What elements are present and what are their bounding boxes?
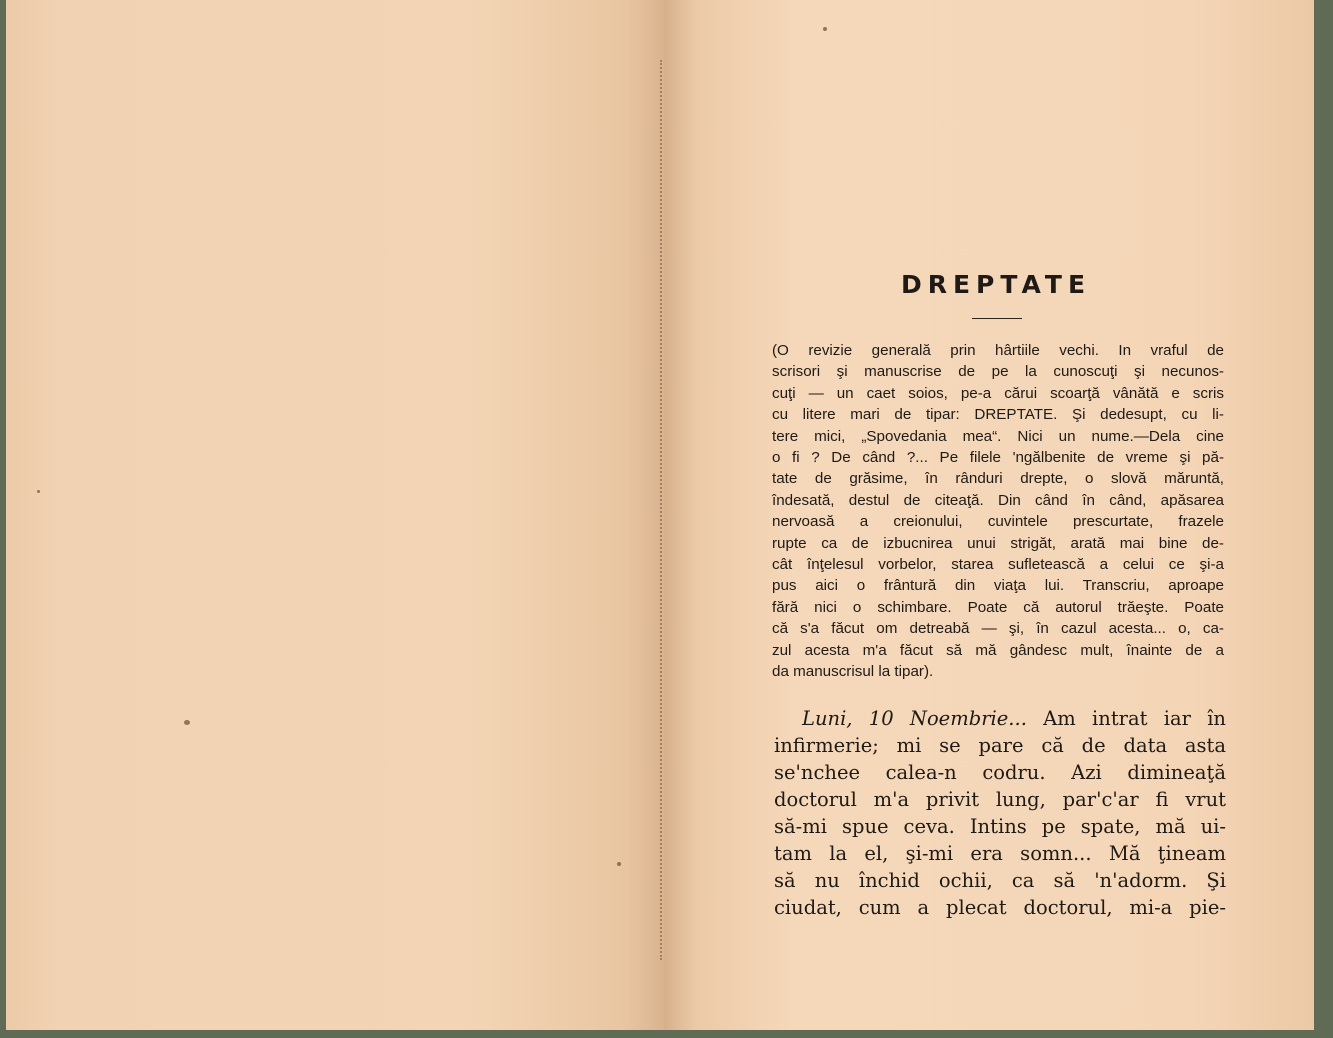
body-line: tam la el, şi-mi era somn... Mă ţineam [774, 842, 1226, 865]
body-first-line [774, 705, 1226, 732]
paper-speck [823, 27, 827, 31]
binding-thread [660, 60, 666, 960]
intro-line: o fi ? De când ?... Pe filele 'ngălbenite de vreme şi pă- [772, 449, 1224, 467]
intro-line: tate de grăsime, în rânduri drepte, o slovă măruntă, [772, 470, 1224, 488]
body-line: se'nchee calea-n codru. Azi dimineaţă [774, 761, 1226, 784]
body-line: ciudat, cum a plecat doctorul, mi-a pie- [774, 896, 1226, 919]
body-line: să nu închid ochii, ca să 'n'adorm. Şi [774, 869, 1226, 892]
intro-line: nervoasă a creionului, cuvintele prescurtate, frazele [772, 513, 1224, 531]
intro-line: tere mici, „Spovedania mea“. Nici un nume.—Dela cine [772, 427, 1224, 445]
intro-line: pus aici o frântură din viaţa lui. Transcriu, aproape [772, 577, 1224, 595]
intro-line: rupte ca de izbucnirea unui strigăt, arată mai bine de- [772, 534, 1224, 552]
date-heading: Luni, 10 Noembrie... [802, 707, 1027, 730]
paper-speck [37, 490, 40, 493]
intro-paragraph [772, 340, 1224, 683]
intro-line: scrisori şi manuscrise de pe la cunoscuţi şi necunos- [772, 363, 1224, 381]
intro-line: zul acesta m'a făcut să mă gândesc mult, înainte de a [772, 641, 1224, 659]
intro-line: (O revizie generală prin hârtiile vechi. In vraful de [772, 342, 1224, 359]
intro-line: cât înţelesul vorbelor, starea sufletească a celui ce şi-a [772, 556, 1224, 574]
intro-line: da manuscrisul la tipar). [772, 663, 934, 681]
intro-line: că s'a făcut om detreabă — şi, în cazul acesta... o, ca- [772, 620, 1224, 638]
intro-line: cuţi — un caet soios, pe-a cărui scoarţă vânătă e scris [772, 384, 1224, 402]
body-line: doctorul m'a privit lung, par'c'ar fi vrut [774, 788, 1226, 811]
paper-speck [617, 862, 621, 866]
paper-speck [184, 720, 190, 725]
body-line: infirmerie; mi se pare că de data asta [774, 734, 1226, 757]
body-paragraph [774, 705, 1226, 921]
intro-line: îndesată, destul de citeaţă. Din când în când, apăsarea [772, 491, 1224, 509]
body-line: să-mi spue ceva. Intins pe spate, mă ui- [774, 815, 1226, 838]
chapter-title: DREPTATE [900, 270, 1092, 299]
title-divider [972, 318, 1022, 319]
left-page-blank [6, 0, 665, 1030]
intro-line: fără nici o schimbare. Poate că autorul trăeşte. Poate [772, 598, 1224, 616]
body-first-line-rest: Am intrat iar în [1026, 707, 1226, 730]
intro-line: cu litere mari de tipar: DREPTATE. Şi dedesupt, cu li- [772, 406, 1224, 424]
